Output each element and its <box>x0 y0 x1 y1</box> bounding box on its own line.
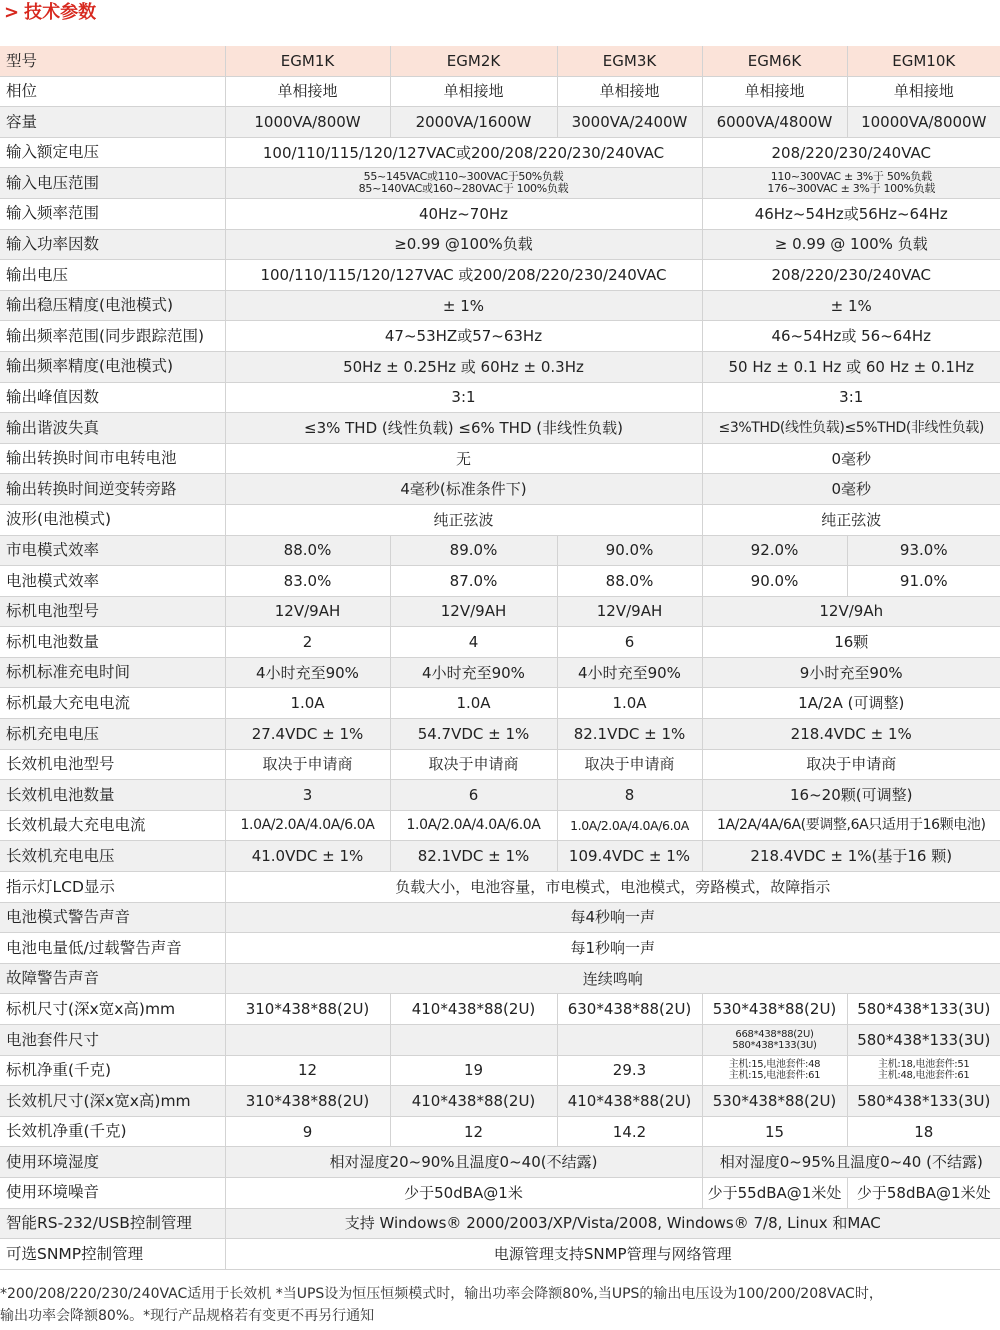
cell: 0毫秒 <box>702 443 1000 474</box>
cell: 87.0% <box>390 566 557 597</box>
column-header: EGM2K <box>390 46 557 76</box>
row-label: 输出转换时间逆变转旁路 <box>0 474 225 505</box>
cell: 1.0A <box>225 688 390 719</box>
cell: 8 <box>557 780 702 811</box>
cell: 88.0% <box>557 566 702 597</box>
cell: 50Hz ± 0.25Hz 或 60Hz ± 0.3Hz <box>225 351 702 382</box>
chevron-right-icon: > <box>4 2 20 23</box>
cell: 1.0A/2.0A/4.0A/6.0A <box>390 810 557 841</box>
table-row <box>0 351 1000 382</box>
cell: 580*438*133(3U) <box>847 994 1000 1025</box>
row-label: 波形(电池模式) <box>0 504 225 535</box>
cell: 6 <box>557 627 702 658</box>
cell: 无 <box>225 443 702 474</box>
cell: 3000VA/2400W <box>557 107 702 138</box>
row-label: 智能RS-232/USB控制管理 <box>0 1208 225 1239</box>
cell: 83.0% <box>225 566 390 597</box>
table-row <box>0 321 1000 352</box>
footnotes <box>0 1283 1000 1327</box>
cell: 88.0% <box>225 535 390 566</box>
cell: 2000VA/1600W <box>390 107 557 138</box>
table-row <box>0 198 1000 229</box>
table-row <box>0 719 1000 750</box>
cell <box>390 1025 557 1056</box>
cell: 12V/9AH <box>557 596 702 627</box>
spec-table <box>0 46 1000 1270</box>
table-row <box>0 535 1000 566</box>
row-label: 型号 <box>0 46 225 76</box>
cell: 取决于申请商 <box>557 749 702 780</box>
cell: 取决于申请商 <box>702 749 1000 780</box>
cell: 取决于申请商 <box>390 749 557 780</box>
table-row <box>0 1177 1000 1208</box>
row-label: 输出峰值因数 <box>0 382 225 413</box>
table-row <box>0 1086 1000 1117</box>
cell: 580*438*133(3U) <box>847 1025 1000 1056</box>
cell: 0毫秒 <box>702 474 1000 505</box>
cell: ± 1% <box>225 290 702 321</box>
table-row <box>0 902 1000 933</box>
table-row <box>0 1116 1000 1147</box>
cell: 少于58dBA@1米处 <box>847 1177 1000 1208</box>
cell: 530*438*88(2U) <box>702 994 847 1025</box>
row-label: 输出谐波失真 <box>0 413 225 444</box>
row-label: 标机电池型号 <box>0 596 225 627</box>
row-label: 电池模式效率 <box>0 566 225 597</box>
table-row <box>0 413 1000 444</box>
cell: 4毫秒(标准条件下) <box>225 474 702 505</box>
row-label: 输出电压 <box>0 260 225 291</box>
cell: 100/110/115/120/127VAC或200/208/220/230/240VAC <box>225 137 702 168</box>
row-label: 标机净重(千克) <box>0 1055 225 1086</box>
cell: 1A/2A (可调整) <box>702 688 1000 719</box>
table-row <box>0 994 1000 1025</box>
cell: 55~145VAC或110~300VAC于50%负载 85~140VAC或160~280VAC于 100%负载 <box>225 168 702 199</box>
cell: 208/220/230/240VAC <box>702 137 1000 168</box>
cell: 12V/9Ah <box>702 596 1000 627</box>
column-header: EGM1K <box>225 46 390 76</box>
cell: 208/220/230/240VAC <box>702 260 1000 291</box>
cell: 单相接地 <box>225 76 390 107</box>
row-label: 长效机尺寸(深x宽x高)mm <box>0 1086 225 1117</box>
cell: 90.0% <box>557 535 702 566</box>
cell: 单相接地 <box>847 76 1000 107</box>
cell: 668*438*88(2U) 580*438*133(3U) <box>702 1025 847 1056</box>
cell: 89.0% <box>390 535 557 566</box>
table-row <box>0 810 1000 841</box>
table-row <box>0 841 1000 872</box>
row-label: 长效机充电电压 <box>0 841 225 872</box>
cell: 50 Hz ± 0.1 Hz 或 60 Hz ± 0.1Hz <box>702 351 1000 382</box>
cell: 10000VA/8000W <box>847 107 1000 138</box>
row-label: 长效机净重(千克) <box>0 1116 225 1147</box>
cell: 1.0A <box>557 688 702 719</box>
table-row <box>0 443 1000 474</box>
row-label: 长效机电池数量 <box>0 780 225 811</box>
cell: 单相接地 <box>702 76 847 107</box>
row-label: 输入功率因数 <box>0 229 225 260</box>
cell: 40Hz~70Hz <box>225 198 702 229</box>
row-label: 故障警告声音 <box>0 963 225 994</box>
table-row <box>0 627 1000 658</box>
cell: 6000VA/4800W <box>702 107 847 138</box>
cell: 18 <box>847 1116 1000 1147</box>
cell <box>225 1025 390 1056</box>
table-row <box>0 657 1000 688</box>
cell: 1A/2A/4A/6A(要调整,6A只适用于16颗电池) <box>702 810 1000 841</box>
cell: 410*438*88(2U) <box>557 1086 702 1117</box>
cell: 410*438*88(2U) <box>390 994 557 1025</box>
cell: 630*438*88(2U) <box>557 994 702 1025</box>
row-label: 标机尺寸(深x宽x高)mm <box>0 994 225 1025</box>
cell: 310*438*88(2U) <box>225 994 390 1025</box>
cell: 2 <box>225 627 390 658</box>
table-row <box>0 290 1000 321</box>
row-label: 长效机电池型号 <box>0 749 225 780</box>
table-row <box>0 596 1000 627</box>
cell: ≥ 0.99 @ 100% 负载 <box>702 229 1000 260</box>
cell: 每1秒响一声 <box>225 933 1000 964</box>
table-row <box>0 933 1000 964</box>
cell: 1.0A/2.0A/4.0A/6.0A <box>225 810 390 841</box>
cell: ≥0.99 @100%负载 <box>225 229 702 260</box>
cell: 16颗 <box>702 627 1000 658</box>
cell: 3 <box>225 780 390 811</box>
cell: 530*438*88(2U) <box>702 1086 847 1117</box>
cell: 218.4VDC ± 1% <box>702 719 1000 750</box>
cell: 12V/9AH <box>390 596 557 627</box>
cell: 电源管理支持SNMP管理与网络管理 <box>225 1239 1000 1270</box>
table-row <box>0 504 1000 535</box>
row-label: 输出稳压精度(电池模式) <box>0 290 225 321</box>
table-row <box>0 1055 1000 1086</box>
table-row <box>0 137 1000 168</box>
cell: ≤3%THD(线性负载)≤5%THD(非线性负载) <box>702 413 1000 444</box>
cell: 14.2 <box>557 1116 702 1147</box>
cell: 12 <box>390 1116 557 1147</box>
row-label: 容量 <box>0 107 225 138</box>
table-row <box>0 382 1000 413</box>
cell: 4小时充至90% <box>557 657 702 688</box>
cell: 90.0% <box>702 566 847 597</box>
cell: 310*438*88(2U) <box>225 1086 390 1117</box>
row-label: 使用环境湿度 <box>0 1147 225 1178</box>
cell: 连续鸣响 <box>225 963 1000 994</box>
cell: 4 <box>390 627 557 658</box>
row-label: 电池电量低/过载警告声音 <box>0 933 225 964</box>
cell: 单相接地 <box>557 76 702 107</box>
table-row <box>0 1147 1000 1178</box>
cell: 主机:18,电池套件:51 主机:48,电池套件:61 <box>847 1055 1000 1086</box>
cell: 19 <box>390 1055 557 1086</box>
cell: 91.0% <box>847 566 1000 597</box>
cell: 92.0% <box>702 535 847 566</box>
cell: 54.7VDC ± 1% <box>390 719 557 750</box>
cell: 12 <box>225 1055 390 1086</box>
cell: 4小时充至90% <box>390 657 557 688</box>
table-header-row <box>0 46 1000 76</box>
row-label: 标机最大充电电流 <box>0 688 225 719</box>
cell: 110~300VAC ± 3%于 50%负载 176~300VAC ± 3%于 100%负载 <box>702 168 1000 199</box>
cell: 3:1 <box>702 382 1000 413</box>
section-header <box>0 0 1000 46</box>
cell: 每4秒响一声 <box>225 902 1000 933</box>
table-row <box>0 872 1000 903</box>
row-label: 指示灯LCD显示 <box>0 872 225 903</box>
cell: 4小时充至90% <box>225 657 390 688</box>
table-row <box>0 229 1000 260</box>
cell: 3:1 <box>225 382 702 413</box>
cell: 47~53HZ或57~63Hz <box>225 321 702 352</box>
cell: 218.4VDC ± 1%(基于16 颗) <box>702 841 1000 872</box>
footnote-line: 输出功率会降额80%。*现行产品规格若有变更不再另行通知 <box>0 1308 375 1324</box>
cell: 41.0VDC ± 1% <box>225 841 390 872</box>
cell: 相对湿度20~90%且温度0~40(不结露) <box>225 1147 702 1178</box>
cell: 纯正弦波 <box>225 504 702 535</box>
row-label: 长效机最大充电电流 <box>0 810 225 841</box>
cell: 9小时充至90% <box>702 657 1000 688</box>
footnote-line: *200/208/220/230/240VAC适用于长效机 *当UPS设为恒压恒频模式时，输出功率会降额80%,当UPS的输出电压设为100/200/208VAC时， <box>0 1286 883 1302</box>
cell: 46~54Hz或 56~64Hz <box>702 321 1000 352</box>
row-label: 可选SNMP控制管理 <box>0 1239 225 1270</box>
cell: ± 1% <box>702 290 1000 321</box>
row-label: 电池模式警告声音 <box>0 902 225 933</box>
table-row <box>0 566 1000 597</box>
cell: 6 <box>390 780 557 811</box>
cell <box>557 1025 702 1056</box>
cell: 少于55dBA@1米处 <box>702 1177 847 1208</box>
cell: 46Hz~54Hz或56Hz~64Hz <box>702 198 1000 229</box>
cell: 9 <box>225 1116 390 1147</box>
table-row <box>0 1239 1000 1270</box>
row-label: 标机电池数量 <box>0 627 225 658</box>
row-label: 市电模式效率 <box>0 535 225 566</box>
row-label: 输入额定电压 <box>0 137 225 168</box>
table-row <box>0 1208 1000 1239</box>
table-row <box>0 168 1000 199</box>
row-label: 输出频率精度(电池模式) <box>0 351 225 382</box>
cell: 29.3 <box>557 1055 702 1086</box>
cell: 1.0A/2.0A/4.0A/6.0A <box>557 810 702 841</box>
table-row <box>0 76 1000 107</box>
cell: 取决于申请商 <box>225 749 390 780</box>
table-row <box>0 1025 1000 1056</box>
table-row <box>0 963 1000 994</box>
cell: 109.4VDC ± 1% <box>557 841 702 872</box>
cell: 1.0A <box>390 688 557 719</box>
cell: 580*438*133(3U) <box>847 1086 1000 1117</box>
cell: 100/110/115/120/127VAC 或200/208/220/230/240VAC <box>225 260 702 291</box>
cell: 93.0% <box>847 535 1000 566</box>
cell: 相对湿度0~95%且温度0~40 (不结露) <box>702 1147 1000 1178</box>
row-label: 标机充电电压 <box>0 719 225 750</box>
column-header: EGM6K <box>702 46 847 76</box>
row-label: 输出转换时间市电转电池 <box>0 443 225 474</box>
table-row <box>0 107 1000 138</box>
cell: ≤3% THD (线性负载) ≤6% THD (非线性负载) <box>225 413 702 444</box>
row-label: 使用环境噪音 <box>0 1177 225 1208</box>
table-row <box>0 474 1000 505</box>
row-label: 相位 <box>0 76 225 107</box>
section-title: 技术参数 <box>24 2 97 23</box>
cell: 负载大小，电池容量，市电模式，电池模式，旁路模式，故障指示 <box>225 872 1000 903</box>
row-label: 输入频率范围 <box>0 198 225 229</box>
cell: 410*438*88(2U) <box>390 1086 557 1117</box>
cell: 15 <box>702 1116 847 1147</box>
cell: 82.1VDC ± 1% <box>557 719 702 750</box>
cell: 少于50dBA@1米 <box>225 1177 702 1208</box>
table-row <box>0 260 1000 291</box>
cell: 主机:15,电池套件:48 主机:15,电池套件:61 <box>702 1055 847 1086</box>
cell: 82.1VDC ± 1% <box>390 841 557 872</box>
cell: 纯正弦波 <box>702 504 1000 535</box>
table-row <box>0 749 1000 780</box>
cell: 单相接地 <box>390 76 557 107</box>
cell: 1000VA/800W <box>225 107 390 138</box>
row-label: 电池套件尺寸 <box>0 1025 225 1056</box>
cell: 16~20颗(可调整) <box>702 780 1000 811</box>
row-label: 输入电压范围 <box>0 168 225 199</box>
column-header: EGM10K <box>847 46 1000 76</box>
cell: 支持 Windows® 2000/2003/XP/Vista/2008, Windows® 7/8, Linux 和MAC <box>225 1208 1000 1239</box>
column-header: EGM3K <box>557 46 702 76</box>
cell: 12V/9AH <box>225 596 390 627</box>
cell: 27.4VDC ± 1% <box>225 719 390 750</box>
row-label: 输出频率范围(同步跟踪范围) <box>0 321 225 352</box>
row-label: 标机标准充电时间 <box>0 657 225 688</box>
table-row <box>0 780 1000 811</box>
table-row <box>0 688 1000 719</box>
